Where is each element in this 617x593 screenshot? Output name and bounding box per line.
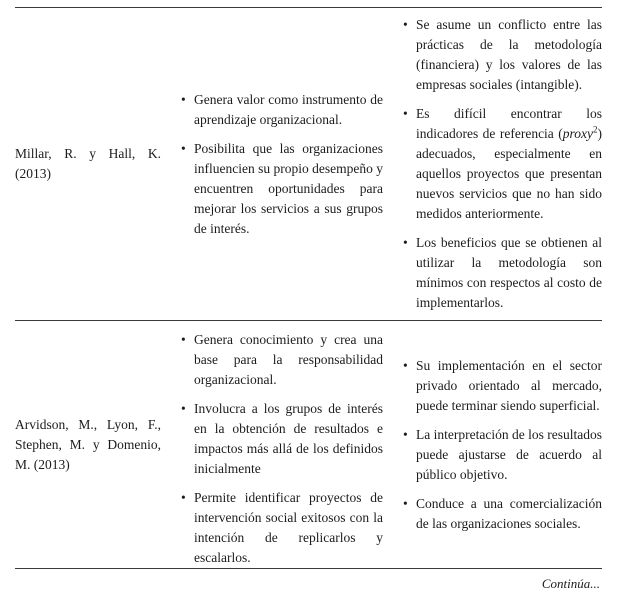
continues-label: Continúa... [541,576,600,591]
proxy-term: proxy [562,126,593,141]
advantage-item: • Permite identificar proyectos de intervención social exitosos con la intención de replicarlos y escalarlos. [181,488,383,568]
disadvantages-cell [403,356,602,534]
author-citation: Millar, R. y Hall, K. (2013) [15,146,161,181]
advantage-item: • Involucra a los grupos de interés en la obtención de resultados e impactos más allá de los definidos inicialmente [181,399,383,479]
disadvantage-text: Es difícil encontrar los indicadores de referencia ( [416,106,602,141]
disadvantage-item: • La interpretación de los resultados puede ajustarse de acuerdo al público objetivo. [403,425,602,485]
advantages-list [181,90,383,239]
author-citation: Arvidson, M., Lyon, F., Stephen, M. y Domenio, M. (2013) [15,416,161,472]
advantage-item: • Genera conocimiento y crea una base para la responsabilidad organizacional. [181,330,383,390]
disadvantage-item [403,104,602,224]
disadvantage-item: • Conduce a una comercialización de las organizaciones sociales. [403,494,602,534]
advantages-list [181,330,383,568]
disadvantages-cell [403,8,602,320]
disadvantage-item: • Su implementación en el sector privado orientado al mercado, puede terminar siendo superficial. [403,356,602,416]
table-row [15,8,602,321]
disadvantages-list [403,356,602,534]
advantages-cell [181,321,383,568]
advantages-cell [181,90,383,239]
footnote-marker: 2 [593,124,598,135]
advantage-item: • Posibilita que las organizaciones influencien su propio desempeño y encuentren oportunidades para mejorar los servicios a sus grupos de interés. [181,139,383,239]
disadvantage-text: ) adecuados, especialmente en aquellos proyectos que presentan nuevos servicios que no han sido medidos anteriormente. [416,126,602,221]
disadvantage-item: • Los beneficios que se obtienen al utilizar la metodología son mínimos con respectos al costo de implementarlos. [403,233,602,313]
table-row [15,321,602,569]
disadvantage-item: • Se asume un conflicto entre las prácticas de la metodología (financiera) y los valores de las empresas sociales (intangible). [403,15,602,95]
comparison-table [15,7,602,569]
advantage-item: • Genera valor como instrumento de aprendizaje organizacional. [181,90,383,130]
table-footer [15,569,602,593]
disadvantages-list [403,15,602,313]
